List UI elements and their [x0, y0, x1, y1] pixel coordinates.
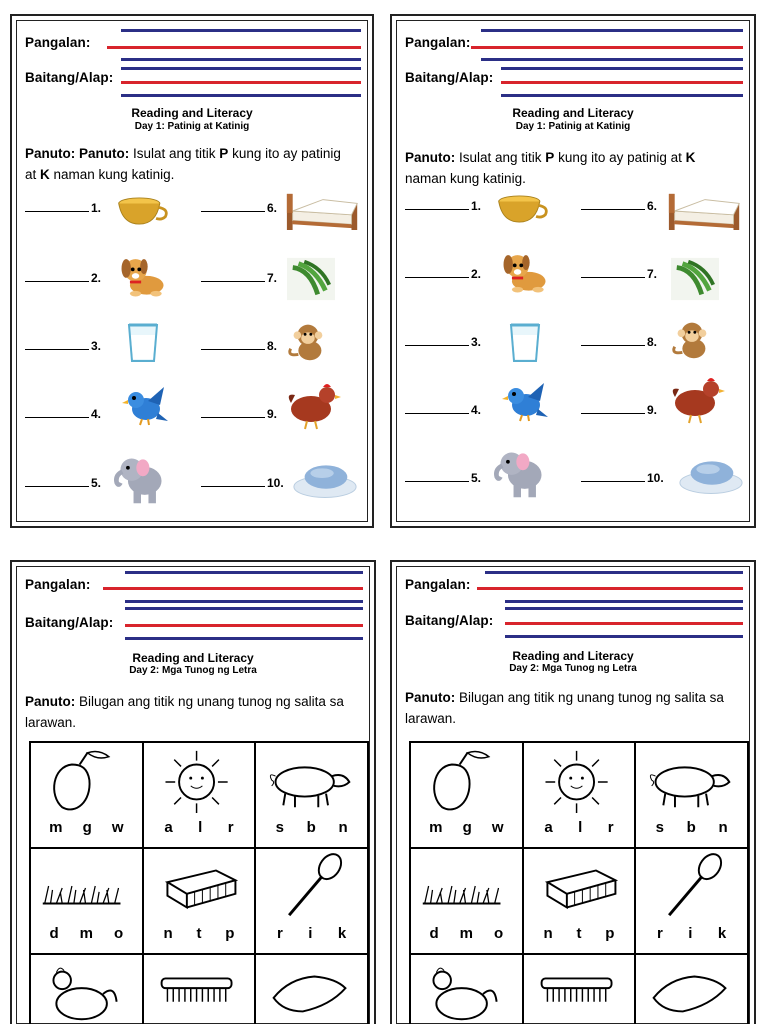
dog-icon	[115, 249, 171, 301]
name-write-line[interactable]	[477, 587, 743, 590]
grade-line-top	[501, 67, 743, 70]
picture-grid	[29, 741, 369, 1024]
answer-item-2[interactable]: 2.	[405, 267, 481, 281]
letter-choices[interactable]: a l r	[164, 819, 234, 836]
bird-icon	[497, 379, 553, 423]
glass-of-milk-icon	[497, 321, 553, 365]
bread-icon	[148, 853, 245, 921]
grid-cell-mango	[30, 742, 143, 848]
instructions: Panuto: Isulat ang titik P kung ito ay patinig at K naman kung katinig.	[405, 150, 696, 186]
grade-label: Baitang/Alap:	[25, 615, 114, 630]
mango-icon	[415, 747, 512, 815]
answer-item-6[interactable]: 6.	[581, 199, 657, 213]
worksheet-day1-left	[10, 14, 374, 528]
grade-line-bottom	[501, 94, 743, 97]
glass-of-milk-icon	[115, 321, 171, 365]
grid-cell-spoon	[255, 848, 368, 954]
answer-item-3[interactable]: 3.	[405, 335, 481, 349]
worksheet-day2-left	[10, 560, 376, 1024]
answer-item-9[interactable]: 9.	[201, 407, 277, 421]
elephant-icon	[493, 445, 549, 501]
worksheet-day1-right	[390, 14, 756, 528]
monkey-icon	[283, 319, 331, 363]
pig-icon	[640, 747, 737, 815]
cup-icon	[115, 189, 171, 233]
answer-item-3[interactable]: 3.	[25, 339, 101, 353]
grid-cell-comb	[523, 954, 636, 1024]
name-write-line[interactable]	[107, 46, 361, 49]
spoon-icon	[260, 853, 357, 921]
grade-line-bottom	[125, 637, 363, 640]
answer-item-5[interactable]: 5.	[25, 476, 101, 490]
mango-icon	[35, 747, 132, 815]
grade-label: Baitang/Alap:	[405, 613, 494, 628]
grade-write-line[interactable]	[121, 81, 361, 84]
bird-icon	[117, 383, 173, 427]
name-label: Pangalan:	[25, 35, 91, 50]
bed-icon	[667, 189, 743, 233]
grade-write-line[interactable]	[501, 81, 743, 84]
subject-title: Reading and Literacy	[131, 106, 253, 120]
instructions: Panuto: Bilugan ang titik ng unang tunog ng salita sa larawan.	[25, 694, 344, 730]
letter-choices[interactable]: m g w	[429, 819, 504, 836]
grid-cell-pillow	[635, 954, 748, 1024]
grid-cell-spoon	[635, 848, 748, 954]
soap-icon	[291, 457, 359, 501]
grid-cell-grass	[30, 848, 143, 954]
hen-icon	[35, 959, 132, 1024]
name-label: Pangalan:	[405, 35, 471, 50]
letter-choices[interactable]: n t p	[163, 925, 235, 942]
letter-choices[interactable]: r i k	[277, 925, 347, 942]
grid-cell-grass	[410, 848, 523, 954]
name-line-top	[121, 29, 361, 32]
letter-choices[interactable]: m g w	[49, 819, 124, 836]
answer-item-8[interactable]: 8.	[581, 335, 657, 349]
grid-cell-bread	[143, 848, 256, 954]
pillow-icon	[640, 959, 737, 1024]
hen-icon	[415, 959, 512, 1024]
comb-icon	[148, 959, 245, 1024]
name-write-line[interactable]	[471, 46, 743, 49]
answer-item-6[interactable]: 6.	[201, 201, 277, 215]
answer-item-10[interactable]: 10.	[581, 471, 664, 485]
cup-icon	[495, 187, 551, 231]
name-label: Pangalan:	[405, 577, 471, 592]
answer-item-2[interactable]: 2.	[25, 271, 101, 285]
name-line-top	[485, 571, 743, 574]
answer-item-4[interactable]: 4.	[25, 407, 101, 421]
grade-label: Baitang/Alap:	[25, 70, 114, 85]
grid-cell-hen	[410, 954, 523, 1024]
name-line-bottom	[121, 58, 361, 61]
grade-line-top	[121, 67, 361, 70]
bread-icon	[528, 853, 625, 921]
answer-item-4[interactable]: 4.	[405, 403, 481, 417]
hen-icon	[669, 375, 725, 425]
grade-line-top	[505, 607, 743, 610]
grid-cell-pig	[255, 742, 368, 848]
name-write-line[interactable]	[103, 587, 363, 590]
grade-line-bottom	[121, 94, 361, 97]
grid-cell-pig	[635, 742, 748, 848]
answer-item-1[interactable]: 1.	[25, 201, 101, 215]
instructions: Panuto: Bilugan ang titik ng unang tunog ng salita sa larawan.	[405, 690, 724, 726]
day-subtitle: Day 1: Patinig at Katinig	[515, 121, 631, 132]
worksheet-day2-right	[390, 560, 756, 1024]
day-subtitle: Day 2: Mga Tunog ng Letra	[509, 663, 637, 674]
grade-write-line[interactable]	[505, 622, 743, 625]
grass-icon	[35, 853, 132, 921]
letter-choices[interactable]: n t p	[543, 925, 615, 942]
elephant-icon	[113, 451, 169, 507]
name-line-bottom	[125, 600, 363, 603]
monkey-icon	[667, 317, 715, 361]
answer-item-8[interactable]: 8.	[201, 339, 277, 353]
name-label: Pangalan:	[25, 577, 91, 592]
name-line-top	[125, 571, 363, 574]
grid-cell-sun	[143, 742, 256, 848]
pillow-icon	[260, 959, 357, 1024]
letter-choices[interactable]: r i k	[657, 925, 727, 942]
answer-item-9[interactable]: 9.	[581, 403, 657, 417]
instructions: Panuto: Panuto: Isulat ang titik P kung ito ay patinig at K naman kung katinig.	[25, 146, 341, 182]
spoon-icon	[640, 853, 737, 921]
grass-icon	[415, 853, 512, 921]
grid-cell-sun	[523, 742, 636, 848]
beans-icon	[671, 257, 719, 301]
letter-choices[interactable]: s b n	[275, 819, 348, 836]
grid-cell-bread	[523, 848, 636, 954]
grade-label: Baitang/Alap:	[405, 70, 494, 85]
answer-item-7[interactable]: 7.	[581, 267, 657, 281]
pig-icon	[260, 747, 357, 815]
dog-icon	[497, 245, 553, 297]
letter-choices[interactable]: s b n	[655, 819, 728, 836]
name-line-top	[481, 29, 743, 32]
grid-cell-hen	[30, 954, 143, 1024]
answer-item-7[interactable]: 7.	[201, 271, 277, 285]
answer-item-5[interactable]: 5.	[405, 471, 481, 485]
grade-write-line[interactable]	[125, 624, 363, 627]
sun-icon	[148, 747, 245, 815]
day-subtitle: Day 2: Mga Tunog ng Letra	[129, 665, 257, 676]
picture-grid	[409, 741, 749, 1024]
letter-choices[interactable]: d m o	[49, 925, 124, 942]
soap-icon	[677, 453, 745, 497]
answer-item-1[interactable]: 1.	[405, 199, 481, 213]
grid-cell-pillow	[255, 954, 368, 1024]
comb-icon	[528, 959, 625, 1024]
grid-cell-mango	[410, 742, 523, 848]
subject-title: Reading and Literacy	[512, 649, 634, 663]
grade-line-top	[125, 607, 363, 610]
letter-choices[interactable]: d m o	[429, 925, 504, 942]
letter-choices[interactable]: a l r	[544, 819, 614, 836]
grid-cell-comb	[143, 954, 256, 1024]
subject-title: Reading and Literacy	[132, 651, 254, 665]
answer-item-10[interactable]: 10.	[201, 476, 284, 490]
beans-icon	[287, 257, 335, 301]
subject-title: Reading and Literacy	[512, 106, 634, 120]
grade-line-bottom	[505, 635, 743, 638]
name-line-bottom	[481, 58, 743, 61]
hen-icon	[285, 381, 341, 431]
name-line-bottom	[505, 600, 743, 603]
sun-icon	[528, 747, 625, 815]
bed-icon	[285, 189, 361, 233]
day-subtitle: Day 1: Patinig at Katinig	[134, 121, 250, 132]
